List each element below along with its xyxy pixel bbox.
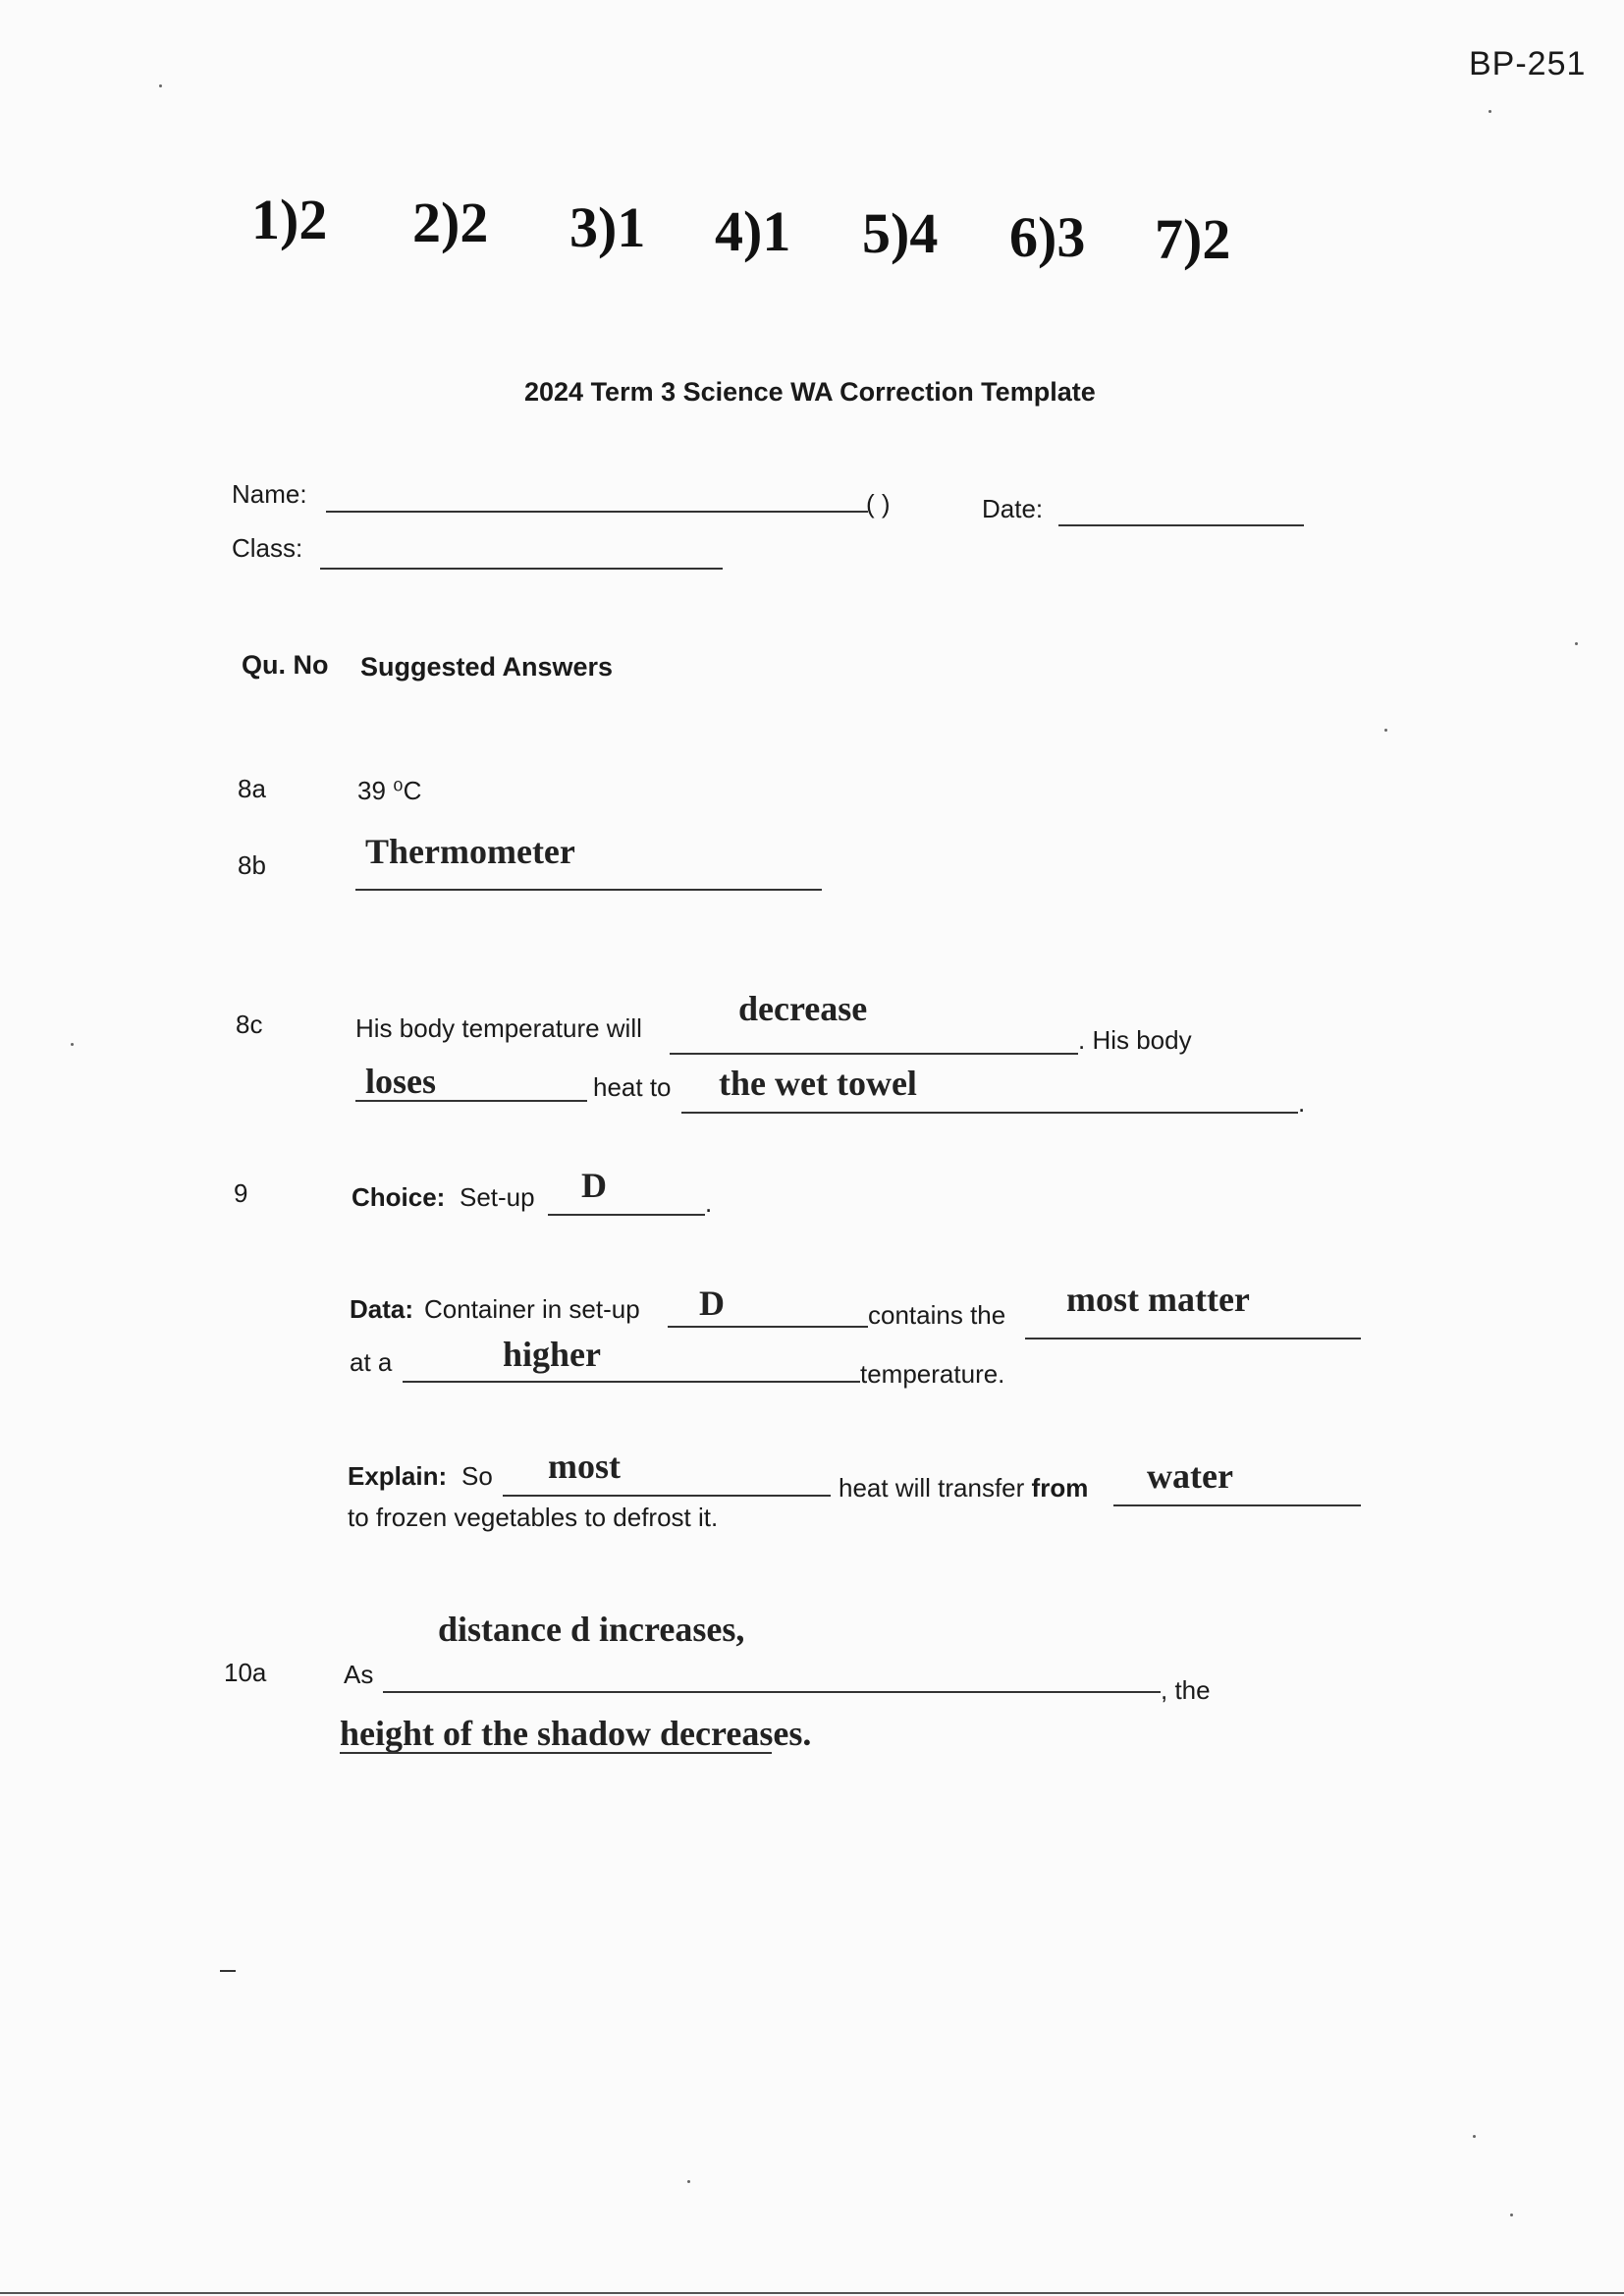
question-9-data-text-4: temperature.: [860, 1359, 1005, 1389]
question-8c-line-1: [670, 1053, 1078, 1055]
question-8c-text-2: . His body: [1078, 1025, 1192, 1055]
question-10a-line-1: [383, 1691, 1161, 1693]
question-9-explain-blank-2: water: [1147, 1456, 1233, 1496]
question-10a-text-2: , the: [1161, 1675, 1211, 1705]
question-9-explain-label: Explain:: [348, 1461, 448, 1491]
mcq-answer-3: 3)1: [569, 195, 646, 259]
question-9-data-line-1: [668, 1326, 868, 1328]
question-10a-text-1: As: [344, 1660, 374, 1689]
date-field[interactable]: [1058, 524, 1304, 526]
question-8a-number: 8a: [238, 774, 266, 803]
question-9-explain-text-2: heat will transfer from: [839, 1473, 1089, 1503]
question-10a-handwritten-line-2: height of the shadow decreases.: [340, 1714, 812, 1753]
scan-dash: [220, 1970, 236, 1972]
question-9-data-label: Data:: [350, 1294, 414, 1324]
mcq-answer-5: 5)4: [862, 201, 939, 265]
question-8c-blank-2: loses: [365, 1062, 436, 1101]
question-8b-answer-line: [355, 889, 822, 891]
mcq-answer-4: 4)1: [715, 199, 791, 263]
mcq-answer-2: 2)2: [412, 191, 489, 254]
question-9-choice-blank: D: [581, 1166, 607, 1205]
question-9-number: 9: [234, 1178, 248, 1208]
scan-speck: [1510, 2214, 1513, 2216]
question-9-choice-label: Choice:: [352, 1182, 446, 1212]
question-8c-blank-1: decrease: [738, 989, 868, 1028]
scan-speck: [71, 1043, 74, 1046]
page-title: 2024 Term 3 Science WA Correction Template: [524, 377, 1096, 407]
name-label: Name:: [232, 479, 307, 509]
question-9-data-blank-3: higher: [503, 1335, 602, 1374]
mcq-answer-6: 6)3: [1009, 205, 1086, 269]
question-8c-line-2: [355, 1100, 587, 1102]
question-9-explain-line-2: [1113, 1504, 1361, 1506]
question-8c-number: 8c: [236, 1010, 263, 1039]
question-9-choice-line: [548, 1214, 705, 1216]
scan-speck: [687, 2180, 690, 2183]
question-8c-text-3: heat to: [593, 1072, 672, 1102]
column-header-suggested-answers: Suggested Answers: [360, 652, 614, 682]
column-header-question-number: Qu. No: [242, 650, 329, 680]
question-9-data-line-2: [1025, 1338, 1361, 1339]
class-field[interactable]: [320, 568, 723, 570]
question-8b-number: 8b: [238, 850, 266, 880]
scan-speck: [159, 84, 162, 87]
question-9-data-line-3: [403, 1381, 860, 1383]
question-8a-answer: 39 ⁰C: [357, 776, 422, 805]
date-label: Date:: [982, 494, 1044, 523]
question-10a-number: 10a: [224, 1658, 267, 1687]
question-10a-blank-1: distance d increases,: [438, 1610, 745, 1649]
page-bottom-rule: [0, 2292, 1624, 2294]
question-8c-blank-3: the wet towel: [719, 1064, 917, 1103]
mcq-answer-7: 7)2: [1155, 207, 1231, 271]
scan-speck: [1575, 642, 1578, 645]
page-code: BP-251: [1469, 45, 1587, 82]
class-number-parens: ( ): [866, 489, 891, 519]
question-10a-underline-2: [340, 1752, 772, 1754]
question-9-data-text-2: contains the: [868, 1300, 1006, 1330]
question-9-data-text-3: at a: [350, 1347, 393, 1377]
mcq-answer-1: 1)2: [251, 188, 328, 251]
scan-speck: [1489, 110, 1491, 113]
question-8b-answer: Thermometer: [365, 832, 575, 871]
scan-speck: [1473, 2135, 1476, 2138]
question-9-explain-from: from: [1031, 1473, 1089, 1503]
question-9-data-blank-2: most matter: [1066, 1280, 1250, 1319]
question-9-explain-text-1: So: [461, 1461, 493, 1491]
question-8c-line-3: [681, 1112, 1298, 1114]
question-8c-text-4: .: [1298, 1088, 1306, 1118]
name-field[interactable]: [326, 511, 868, 513]
question-9-data-blank-1: D: [699, 1284, 725, 1323]
question-9-choice-end: .: [705, 1188, 713, 1218]
question-9-data-text-1: Container in set-up: [424, 1294, 640, 1324]
scan-speck: [1384, 729, 1387, 732]
class-label: Class:: [232, 533, 303, 563]
question-9-explain-line-1: [503, 1495, 831, 1497]
question-8c-text-1: His body temperature will: [355, 1013, 642, 1043]
question-9-choice-text: Set-up: [460, 1182, 535, 1212]
question-9-explain-text-3: to frozen vegetables to defrost it.: [348, 1503, 719, 1532]
question-9-explain-blank-1: most: [548, 1447, 621, 1486]
